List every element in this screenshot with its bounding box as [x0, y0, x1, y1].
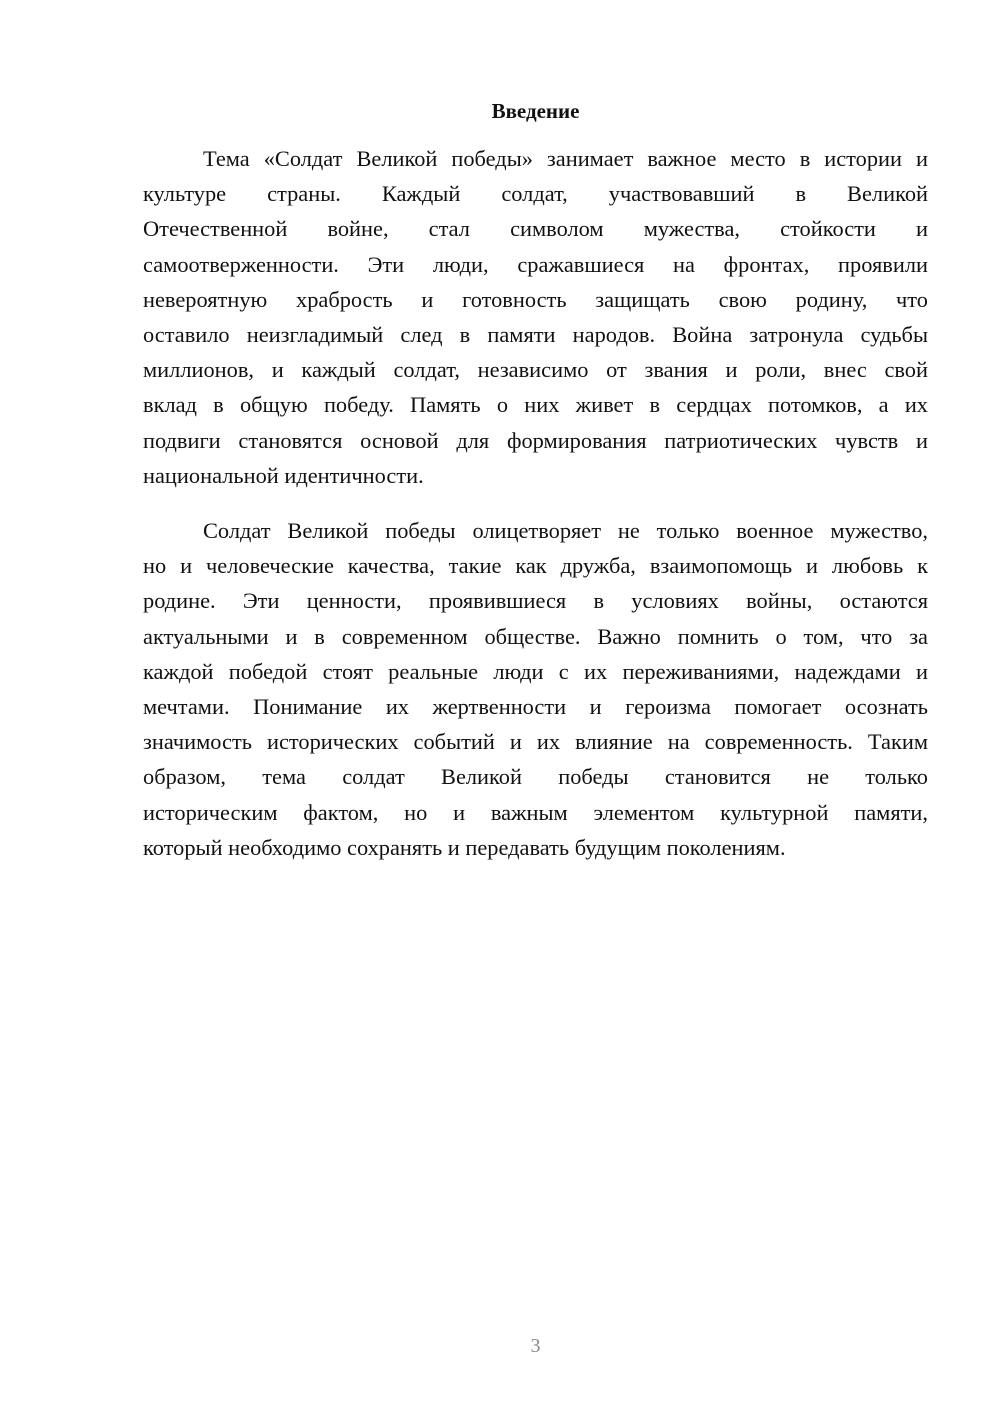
page-number: 3 [530, 1335, 541, 1357]
paragraph-line: подвиги становятся основой для формирования патриотических чувств и [143, 427, 928, 453]
paragraph-line: который необходимо сохранять и передавать будущим поколениям. [143, 834, 786, 860]
paragraph-line: актуальными и в современном обществе. Важно помнить о том, что за [143, 623, 928, 649]
paragraph-line: каждой победой стоят реальные люди с их переживаниями, надеждами и [143, 658, 928, 684]
paragraph-line: значимость исторических событий и их влияние на современность. Таким [143, 729, 928, 755]
paragraph-1 [143, 141, 928, 493]
paragraph-line: Солдат Великой победы олицетворяет не только военное мужество, [203, 518, 928, 543]
paragraph-line: образом, тема солдат Великой победы становится не только [143, 764, 928, 790]
paragraph-line: но и человеческие качества, такие как дружба, взаимопомощь и любовь к [143, 553, 928, 579]
section-title: Введение [491, 99, 580, 123]
paragraph-line: вклад в общую победу. Память о них живет в сердцах потомков, а их [143, 392, 928, 418]
paragraph-line: историческим фактом, но и важным элементом культурной памяти, [143, 799, 928, 825]
paragraph-line: невероятную храбрость и готовность защищать свою родину, что [143, 286, 928, 312]
paragraph-line: национальной идентичности. [143, 462, 424, 488]
paragraph-line: культуре страны. Каждый солдат, участвовавший в Великой [143, 181, 928, 207]
paragraph-line: Отечественной войне, стал символом мужества, стойкости и [143, 216, 928, 242]
paragraph-2 [143, 513, 928, 865]
paragraph-line: миллионов, и каждый солдат, независимо от звания и роли, внес свой [143, 357, 928, 383]
paragraph-line: родине. Эти ценности, проявившиеся в условиях войны, остаются [143, 588, 928, 614]
paragraph-line: Тема «Солдат Великой победы» занимает важное место в истории и [203, 146, 928, 171]
paragraph-line: мечтами. Понимание их жертвенности и героизма помогает осознать [143, 694, 928, 720]
paragraph-line: самоотверженности. Эти люди, сражавшиеся на фронтах, проявили [143, 251, 928, 277]
paragraph-line: оставило неизгладимый след в памяти народов. Война затронула судьбы [143, 322, 928, 348]
